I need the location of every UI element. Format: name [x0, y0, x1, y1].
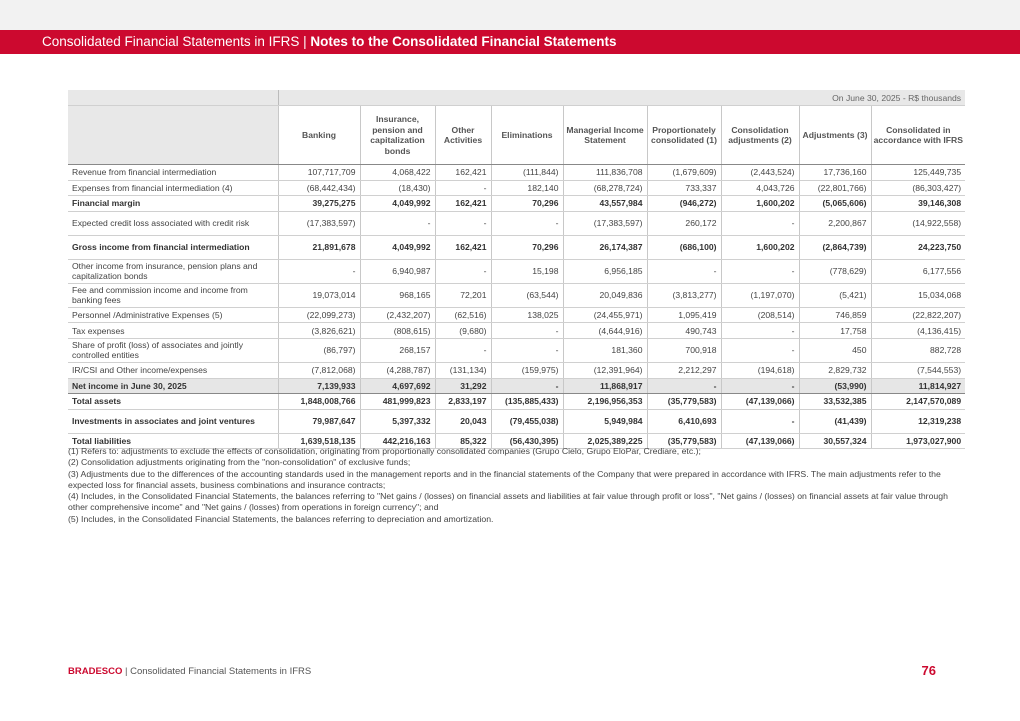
row-label: Expected credit loss associated with credit risk: [68, 211, 278, 235]
table-cell: 33,532,385: [799, 394, 871, 410]
table-cell: 15,198: [491, 259, 563, 283]
table-row: [68, 196, 965, 212]
table-cell: 15,034,068: [871, 283, 965, 307]
page-header-banner: [0, 30, 1020, 54]
table-cell: 7,139,933: [278, 378, 360, 394]
row-label: Tax expenses: [68, 323, 278, 339]
table-cell: -: [491, 323, 563, 339]
table-cell: (5,421): [799, 283, 871, 307]
table-caption-row: [68, 90, 965, 106]
table-cell: (24,455,971): [563, 307, 647, 323]
table-cell: 6,177,556: [871, 259, 965, 283]
column-header: Adjustments (3): [799, 106, 871, 165]
column-header: Eliminations: [491, 106, 563, 165]
table-cell: (22,099,273): [278, 307, 360, 323]
table-cell: 1,600,202: [721, 235, 799, 259]
table-body: [68, 165, 965, 449]
table-cell: -: [721, 338, 799, 362]
table-cell: 85,322: [435, 433, 491, 449]
table-cell: 26,174,387: [563, 235, 647, 259]
table-cell: -: [721, 409, 799, 433]
table-cell: 746,859: [799, 307, 871, 323]
table-cell: (22,801,766): [799, 180, 871, 196]
page-number: 76: [921, 663, 936, 678]
table-cell: 442,216,163: [360, 433, 435, 449]
table-cell: (35,779,583): [647, 394, 721, 410]
row-label: Expenses from financial intermediation (4): [68, 180, 278, 196]
table-cell: (35,779,583): [647, 433, 721, 449]
table-cell: (18,430): [360, 180, 435, 196]
table-cell: (4,644,916): [563, 323, 647, 339]
table-cell: (3,826,621): [278, 323, 360, 339]
brand-name: BRADESCO: [68, 666, 123, 677]
header-section: Consolidated Financial Statements in IFRS |: [42, 34, 307, 49]
table-cell: (86,303,427): [871, 180, 965, 196]
row-label: Gross income from financial intermediation: [68, 235, 278, 259]
table-cell: 70,296: [491, 196, 563, 212]
table-row: [68, 235, 965, 259]
table-cell: 2,212,297: [647, 362, 721, 378]
row-label: Net income in June 30, 2025: [68, 378, 278, 394]
table-cell: (9,680): [435, 323, 491, 339]
table-cell: 450: [799, 338, 871, 362]
row-label: Total liabilities: [68, 433, 278, 449]
table-cell: 1,848,008,766: [278, 394, 360, 410]
table-cell: (17,383,597): [563, 211, 647, 235]
table-row: [68, 362, 965, 378]
table-row: [68, 323, 965, 339]
row-label: Share of profit (loss) of associates and jointly controlled entities: [68, 338, 278, 362]
table-cell: (4,288,787): [360, 362, 435, 378]
table-cell: 2,829,732: [799, 362, 871, 378]
row-label: Investments in associates and joint ventures: [68, 409, 278, 433]
table-cell: (3,813,277): [647, 283, 721, 307]
table-cell: 1,973,027,900: [871, 433, 965, 449]
table-cell: (79,455,038): [491, 409, 563, 433]
page-footer: BRADESCO | Consolidated Financial Statements in IFRS: [68, 666, 312, 677]
table-cell: 162,421: [435, 196, 491, 212]
table-cell: (2,432,207): [360, 307, 435, 323]
table-cell: (1,197,070): [721, 283, 799, 307]
row-label: Personnel /Administrative Expenses (5): [68, 307, 278, 323]
column-header: Consolidated in accordance with IFRS: [871, 106, 965, 165]
table-header-row: [68, 106, 965, 165]
table-cell: 21,891,678: [278, 235, 360, 259]
table-cell: 17,736,160: [799, 165, 871, 181]
table-cell: 2,200,867: [799, 211, 871, 235]
table-cell: -: [491, 211, 563, 235]
table-cell: (2,864,739): [799, 235, 871, 259]
table-cell: 181,360: [563, 338, 647, 362]
table-cell: 79,987,647: [278, 409, 360, 433]
table-cell: (68,442,434): [278, 180, 360, 196]
column-header: Other Activities: [435, 106, 491, 165]
table-cell: (14,922,558): [871, 211, 965, 235]
table-cell: 5,949,984: [563, 409, 647, 433]
table-cell: 43,557,984: [563, 196, 647, 212]
table-cell: 882,728: [871, 338, 965, 362]
table-row: [68, 211, 965, 235]
table-cell: (208,514): [721, 307, 799, 323]
table-cell: (7,544,553): [871, 362, 965, 378]
table-cell: 6,956,185: [563, 259, 647, 283]
table-row: [68, 338, 965, 362]
table-cell: -: [721, 323, 799, 339]
column-header: Insurance, pension and capitalization bonds: [360, 106, 435, 165]
table-cell: (47,139,066): [721, 433, 799, 449]
footnote: (1) Refers to: adjustments to exclude the effects of consolidation, originating from proportionally consolidated companies (Grupo Cielo, Grupo EloPar, Crediare, etc.);: [68, 446, 701, 456]
table-caption: On June 30, 2025 - R$ thousands: [278, 90, 965, 106]
table-cell: (62,516): [435, 307, 491, 323]
table-cell: 20,043: [435, 409, 491, 433]
table-cell: 2,196,956,353: [563, 394, 647, 410]
table-cell: (17,383,597): [278, 211, 360, 235]
table-cell: -: [721, 259, 799, 283]
table-cell: (194,618): [721, 362, 799, 378]
table-cell: (1,679,609): [647, 165, 721, 181]
table-cell: 72,201: [435, 283, 491, 307]
row-label: Financial margin: [68, 196, 278, 212]
table-cell: (56,430,395): [491, 433, 563, 449]
header-subsection: Notes to the Consolidated Financial Statements: [310, 34, 617, 49]
column-header: Consolidation adjustments (2): [721, 106, 799, 165]
table-cell: -: [647, 259, 721, 283]
table-cell: 968,165: [360, 283, 435, 307]
table-cell: (778,629): [799, 259, 871, 283]
table-cell: 5,397,332: [360, 409, 435, 433]
table-cell: 2,025,389,225: [563, 433, 647, 449]
footnote: (4) Includes, in the Consolidated Financial Statements, the balances referring to "Net gains / (losses) on financial assets and liabilities at fair value through profit or loss", "Net gains / (losses) on financial assets at fair value through other comprehensive income" and "Net gains / (losses) from operations in foreign currency"; and: [68, 491, 948, 513]
table-cell: -: [435, 259, 491, 283]
footnote: (2) Consolidation adjustments originating from the "non-consolidation" of exclusive funds;: [68, 457, 411, 468]
table-cell: -: [278, 259, 360, 283]
table-cell: (22,822,207): [871, 307, 965, 323]
table-cell: 4,068,422: [360, 165, 435, 181]
table-cell: 4,049,992: [360, 235, 435, 259]
table-cell: -: [360, 211, 435, 235]
table-cell: -: [647, 378, 721, 394]
table-cell: 24,223,750: [871, 235, 965, 259]
table-row: [68, 409, 965, 433]
table-cell: 31,292: [435, 378, 491, 394]
table-cell: (41,439): [799, 409, 871, 433]
table-cell: -: [491, 338, 563, 362]
top-strip: [0, 0, 1020, 30]
table-cell: (686,100): [647, 235, 721, 259]
table-cell: 6,940,987: [360, 259, 435, 283]
table-cell: (808,615): [360, 323, 435, 339]
table-cell: 125,449,735: [871, 165, 965, 181]
table-cell: 12,319,238: [871, 409, 965, 433]
table-row: [68, 165, 965, 181]
table-row: [68, 394, 965, 410]
table-cell: (946,272): [647, 196, 721, 212]
table-cell: 20,049,836: [563, 283, 647, 307]
table-cell: 268,157: [360, 338, 435, 362]
table-cell: -: [721, 378, 799, 394]
table-cell: (159,975): [491, 362, 563, 378]
table-cell: 481,999,823: [360, 394, 435, 410]
table-cell: (86,797): [278, 338, 360, 362]
table-cell: 182,140: [491, 180, 563, 196]
table-cell: -: [721, 211, 799, 235]
table-cell: 107,717,709: [278, 165, 360, 181]
footnote: (5) Includes, in the Consolidated Financial Statements, the balances referring to depreciation and amortization.: [68, 513, 494, 524]
table-cell: 733,337: [647, 180, 721, 196]
table-cell: 700,918: [647, 338, 721, 362]
table-cell: 2,147,570,089: [871, 394, 965, 410]
table-cell: 490,743: [647, 323, 721, 339]
table-cell: 4,049,992: [360, 196, 435, 212]
column-header: Banking: [278, 106, 360, 165]
column-header: Proportionately consolidated (1): [647, 106, 721, 165]
table-cell: (5,065,606): [799, 196, 871, 212]
row-label: IR/CSI and Other income/expenses: [68, 362, 278, 378]
table-cell: 111,836,708: [563, 165, 647, 181]
table-cell: 1,095,419: [647, 307, 721, 323]
table-cell: (131,134): [435, 362, 491, 378]
table-cell: 1,600,202: [721, 196, 799, 212]
table-cell: 19,073,014: [278, 283, 360, 307]
table-cell: 17,758: [799, 323, 871, 339]
footnote: (3) Adjustments due to the differences of the accounting standards used in the management reports and in the financial statements of the Company that were prepared in accordance with IFRS. The main adjustments refer to the expected loss for financial assets, business combinations and insurance contracts;: [68, 468, 941, 490]
table-cell: 2,833,197: [435, 394, 491, 410]
table-cell: (111,844): [491, 165, 563, 181]
table-cell: -: [435, 338, 491, 362]
table-cell: -: [435, 180, 491, 196]
table-cell: (7,812,068): [278, 362, 360, 378]
table-row: [68, 307, 965, 323]
table-row: [68, 378, 965, 394]
table-cell: 11,868,917: [563, 378, 647, 394]
table-cell: 1,639,518,135: [278, 433, 360, 449]
table-cell: 260,172: [647, 211, 721, 235]
table-cell: -: [491, 378, 563, 394]
table-cell: 138,025: [491, 307, 563, 323]
table-cell: 39,275,275: [278, 196, 360, 212]
row-label: Fee and commission income and income from banking fees: [68, 283, 278, 307]
table-cell: 4,043,726: [721, 180, 799, 196]
table-cell: (53,990): [799, 378, 871, 394]
table-cell: (135,885,433): [491, 394, 563, 410]
row-label: Total assets: [68, 394, 278, 410]
footer-text: Consolidated Financial Statements in IFRS: [130, 666, 312, 677]
table-cell: (47,139,066): [721, 394, 799, 410]
table-cell: 6,410,693: [647, 409, 721, 433]
row-label: Revenue from financial intermediation: [68, 165, 278, 181]
table-cell: (68,278,724): [563, 180, 647, 196]
table-cell: (2,443,524): [721, 165, 799, 181]
table-cell: 70,296: [491, 235, 563, 259]
financial-table: [68, 90, 965, 449]
row-label: Other income from insurance, pension plans and capitalization bonds: [68, 259, 278, 283]
table-row: [68, 283, 965, 307]
table-cell: -: [435, 211, 491, 235]
column-header: Managerial Income Statement: [563, 106, 647, 165]
table-cell: (12,391,964): [563, 362, 647, 378]
table-row: [68, 259, 965, 283]
table-cell: 30,557,324: [799, 433, 871, 449]
table-cell: (4,136,415): [871, 323, 965, 339]
footnotes: [68, 446, 965, 525]
table-row: [68, 180, 965, 196]
table-cell: 4,697,692: [360, 378, 435, 394]
table-cell: 162,421: [435, 165, 491, 181]
table-cell: 39,146,308: [871, 196, 965, 212]
table-cell: 11,814,927: [871, 378, 965, 394]
table-cell: (63,544): [491, 283, 563, 307]
table-cell: 162,421: [435, 235, 491, 259]
